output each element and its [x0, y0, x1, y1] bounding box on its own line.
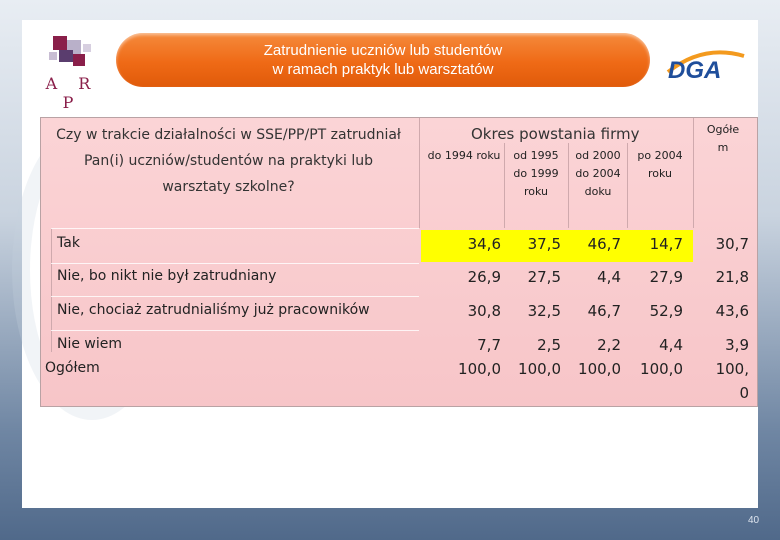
row-label-nie-nikt: Nie, bo nikt nie był zatrudniany	[57, 268, 277, 284]
row-group-bracket	[51, 228, 52, 352]
cell: 32,5	[527, 302, 561, 320]
cell: 7,7	[477, 336, 501, 354]
row-label-nie-wiem: Nie wiem	[57, 336, 123, 352]
column-header-total: Ogółe m	[706, 123, 740, 154]
column-header-4: po 2004 roku	[637, 149, 683, 180]
cell: 27,9	[649, 268, 683, 286]
row-separator	[51, 296, 419, 297]
question-line-3: warsztaty szkolne?	[162, 179, 295, 195]
column-group-header: Okres powstania firmy	[471, 125, 640, 143]
question-line-2: Pan(i) uczniów/studentów na praktyki lub	[83, 153, 374, 169]
cell: 52,9	[649, 302, 683, 320]
dga-logo	[658, 42, 748, 86]
cell: 4,4	[659, 336, 683, 354]
row-separator	[51, 263, 419, 264]
title-line-2: w ramach praktyk lub warsztatów	[272, 61, 494, 78]
cell: 46,7	[587, 302, 621, 320]
row-separator	[51, 228, 419, 229]
cell: 14,7	[649, 235, 683, 253]
cell: 27,5	[527, 268, 561, 286]
title-banner	[116, 33, 650, 87]
cell: 30,8	[467, 302, 501, 320]
cell: 34,6	[467, 235, 501, 253]
cell: 100,0	[458, 360, 501, 378]
arp-logo	[37, 34, 107, 112]
cell: 100,0	[578, 360, 621, 378]
cell: 100,	[715, 360, 749, 378]
column-header-1: do 1994 roku	[427, 149, 501, 162]
row-separator	[51, 330, 419, 331]
row-label-nie-chociaz: Nie, chociaż zatrudnialiśmy już pracowników	[57, 302, 370, 318]
question-text	[41, 122, 416, 200]
cell: 46,7	[587, 235, 621, 253]
page-number: 40	[748, 515, 760, 526]
title-line-1: Zatrudnienie uczniów lub studentów	[263, 42, 503, 59]
cell: 100,0	[518, 360, 561, 378]
column-header-3: od 2000 do 2004 doku	[575, 149, 621, 198]
cell: 2,5	[537, 336, 561, 354]
cell: 26,9	[467, 268, 501, 286]
arp-logo-text: A R P	[45, 74, 99, 112]
slide	[22, 20, 758, 508]
column-divider	[419, 118, 420, 228]
row-label-tak: Tak	[57, 235, 80, 251]
cell: 100,0	[640, 360, 683, 378]
cell: 2,2	[597, 336, 621, 354]
cell: 43,6	[715, 302, 749, 320]
cell: 3,9	[725, 336, 749, 354]
cell: 21,8	[715, 268, 749, 286]
cell: 37,5	[527, 235, 561, 253]
column-header-2: od 1995 do 1999 roku	[513, 149, 559, 198]
cell: 4,4	[597, 268, 621, 286]
row-label-ogolem: Ogółem	[45, 360, 100, 376]
results-table	[40, 117, 758, 407]
cell-wrap: 0	[739, 384, 749, 402]
question-line-1: Czy w trakcie działalności w SSE/PP/PT zatrudniał	[56, 127, 401, 143]
arp-logo-mark-icon	[47, 34, 97, 74]
cell: 30,7	[715, 235, 749, 253]
dga-logo-text: DGA	[668, 57, 722, 84]
